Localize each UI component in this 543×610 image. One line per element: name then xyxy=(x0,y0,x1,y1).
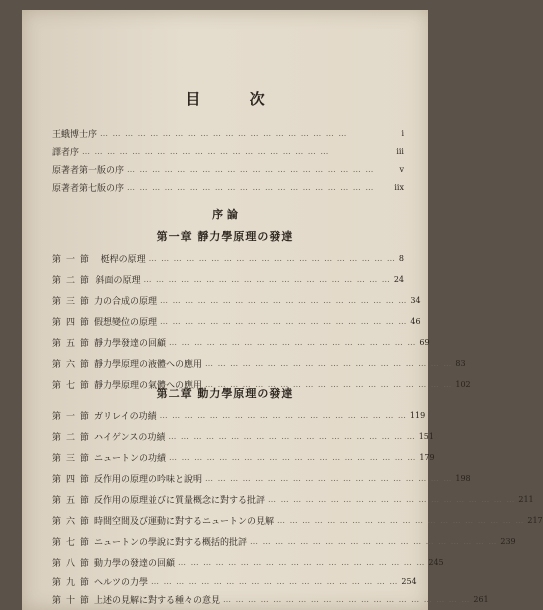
toc-entry xyxy=(52,162,404,176)
section-page: 151 xyxy=(418,431,434,441)
toc-section xyxy=(52,471,471,485)
toc-entry xyxy=(52,126,404,140)
section-title: 假想變位の原理 xyxy=(94,317,158,328)
section-number: 第五節 xyxy=(52,495,95,506)
section-title: 靜力學發達の回顧 xyxy=(94,338,167,349)
toc-section xyxy=(52,513,543,527)
section-page: 179 xyxy=(419,452,435,462)
intro-heading: 序 論 xyxy=(212,208,238,221)
section-number: 第六節 xyxy=(52,359,95,370)
section-title: 時間空間及び運動に對するニュートンの見解 xyxy=(94,516,275,527)
leader-dots: … … … … … … … … … … … … … … … … … … … … xyxy=(169,337,417,347)
section-number: 第一節 xyxy=(52,254,95,265)
toc-section xyxy=(52,272,404,286)
leader-dots: … … … … … … … … … … … … … … … … … … … … xyxy=(268,494,516,504)
toc-section xyxy=(52,592,489,606)
section-page: 217 xyxy=(527,515,543,525)
section-page: 69 xyxy=(419,337,430,347)
section-page: 8 xyxy=(398,253,404,263)
toc-section xyxy=(52,450,435,464)
leader-dots: … … … … … … … … … … … … … … … … … … … … xyxy=(159,410,407,420)
section-number: 第九節 xyxy=(52,577,95,588)
section-page: 211 xyxy=(518,494,534,504)
section-page: 239 xyxy=(500,536,516,546)
section-number: 第一節 xyxy=(52,411,95,422)
section-number: 第二節 xyxy=(52,432,95,443)
leader-dots: … … … … … … … … … … … … … … … … … … … … xyxy=(148,253,396,263)
leader-dots: … … … … … … … … … … … … … … … … … … … … xyxy=(205,358,453,368)
section-number: 第四節 xyxy=(52,474,95,485)
section-title: ヘルツの力學 xyxy=(94,577,149,588)
section-number: 第三節 xyxy=(52,453,95,464)
leader-dots: … … … … … … … … … … … … … … … … … … … … xyxy=(205,379,453,389)
section-page: 254 xyxy=(401,576,417,586)
section-title: ニュートンの功績 xyxy=(94,453,167,464)
leader-dots: … … … … … … … … … … … … … … … … … … … … xyxy=(127,182,375,192)
leader-dots: … … … … … … … … … … … … … … … … … … … … xyxy=(127,164,375,174)
section-title: 上述の見解に對する種々の意見 xyxy=(94,595,221,606)
section-title: 靜力學原理の氣體への應用 xyxy=(94,380,203,391)
section-title: 靜力學原理の液體への應用 xyxy=(94,359,203,370)
toc-section xyxy=(52,356,466,370)
entry-label: 王蛾博士序 xyxy=(52,129,98,140)
leader-dots: … … … … … … … … … … … … … … … … … … … … xyxy=(160,316,408,326)
leader-dots: … … … … … … … … … … … … … … … … … … … … xyxy=(205,473,453,483)
section-page: 119 xyxy=(409,410,426,420)
leader-dots: … … … … … … … … … … … … … … … … … … … … xyxy=(143,274,391,284)
toc-section xyxy=(52,293,421,307)
toc-section xyxy=(52,314,421,328)
chapter-heading: 第二章 動力學原理の發達 xyxy=(156,387,294,400)
section-page: 83 xyxy=(455,358,466,368)
toc-section xyxy=(52,408,426,422)
section-number: 第四節 xyxy=(52,317,95,328)
section-page: 261 xyxy=(473,594,489,604)
section-title: 力の合成の原理 xyxy=(94,296,158,307)
toc-section xyxy=(52,429,434,443)
section-page: 198 xyxy=(455,473,471,483)
leader-dots: … … … … … … … … … … … … … … … … … … … … xyxy=(223,594,471,604)
section-title: ニュートンの學說に對する概括的批評 xyxy=(94,537,248,548)
section-page: 245 xyxy=(428,557,444,567)
section-page: 24 xyxy=(393,274,404,284)
leader-dots: … … … … … … … … … … … … … … … … … … … … xyxy=(169,452,417,462)
section-page: 102 xyxy=(455,379,471,389)
section-number: 第十節 xyxy=(52,595,95,606)
section-number: 第七節 xyxy=(52,380,95,391)
toc-section xyxy=(52,534,516,548)
section-number: 第六節 xyxy=(52,516,95,527)
section-page: 46 xyxy=(410,316,421,326)
toc-section xyxy=(52,251,404,265)
leader-dots: … … … … … … … … … … … … … … … … … … … … xyxy=(178,557,426,567)
leader-dots: … … … … … … … … … … … … … … … … … … … … xyxy=(250,536,498,546)
section-number: 第三節 xyxy=(52,296,95,307)
toc-section xyxy=(52,492,534,506)
leader-dots: … … … … … … … … … … … … … … … … … … … … xyxy=(168,431,416,441)
book-page xyxy=(22,10,543,610)
entry-page: i xyxy=(401,128,404,138)
toc-section xyxy=(52,574,417,588)
toc-title: 目 次 xyxy=(185,90,287,108)
toc-entry xyxy=(52,180,404,194)
section-number: 第七節 xyxy=(52,537,95,548)
entry-label: 原著者第七版の序 xyxy=(52,183,125,194)
section-title: 動力學の發達の回顧 xyxy=(94,558,176,569)
entry-page: v xyxy=(399,164,404,174)
leader-dots: … … … … … … … … … … … … … … … … … … … … xyxy=(160,295,408,305)
section-title: 斜面の原理 xyxy=(95,275,141,286)
leader-dots: … … … … … … … … … … … … … … … … … … … … xyxy=(151,576,399,586)
leader-dots: … … … … … … … … … … … … … … … … … … … … xyxy=(277,515,525,525)
entry-page: iii xyxy=(396,146,404,156)
section-title: ハイゲンスの功績 xyxy=(94,432,166,443)
section-title: 反作用の原理の吟味と說明 xyxy=(94,474,203,485)
entry-page: iix xyxy=(394,182,404,192)
section-number: 第五節 xyxy=(52,338,95,349)
section-page: 34 xyxy=(410,295,421,305)
toc-section xyxy=(52,555,444,569)
section-title: ガリレイの功績 xyxy=(94,411,157,422)
section-title: 梃桿の原理 xyxy=(100,254,146,265)
section-number: 第八節 xyxy=(52,558,95,569)
section-number: 第二節 xyxy=(52,275,95,286)
leader-dots: … … … … … … … … … … … … … … … … … … … … xyxy=(100,128,348,138)
section-title: 反作用の原理並びに質量概念に對する批評 xyxy=(94,495,266,506)
toc-entry xyxy=(52,144,404,158)
entry-label: 原著者第一版の序 xyxy=(52,165,125,176)
leader-dots: … … … … … … … … … … … … … … … … … … … … xyxy=(82,146,330,156)
entry-label: 譯者序 xyxy=(52,147,80,158)
toc-section xyxy=(52,335,430,349)
chapter-heading: 第一章 靜力學原理の發達 xyxy=(156,230,294,243)
